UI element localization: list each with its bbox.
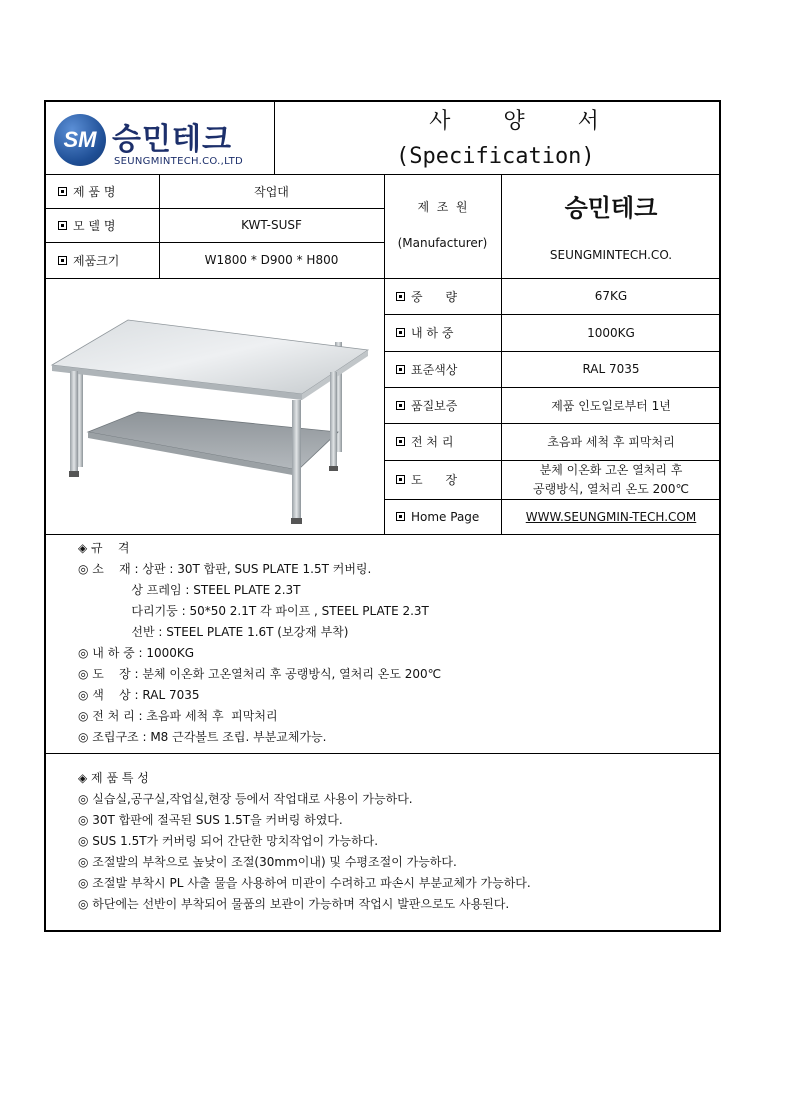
logo-english: SEUNGMINTECH.CO.,LTD bbox=[114, 156, 244, 167]
spec-sheet bbox=[44, 100, 721, 932]
square-bullet-icon bbox=[58, 187, 67, 196]
square-bullet-icon bbox=[58, 221, 67, 230]
coating-label: 도 장 bbox=[384, 460, 501, 499]
title-english: (Specification) bbox=[396, 144, 595, 169]
square-bullet-icon bbox=[396, 401, 405, 410]
product-size-value: W1800 * D900 * H800 bbox=[204, 253, 339, 267]
load-capacity-value: 1000KG bbox=[587, 325, 635, 340]
spec-line: ◎ 조립구조 : M8 근각볼트 조립. 부분교체가능. bbox=[78, 730, 327, 744]
homepage-link[interactable]: WWW.SEUNGMIN-TECH.COM bbox=[525, 509, 697, 524]
spec-line: ◎ 도 장 : 분체 이온화 고온열처리 후 공랭방식, 열처리 온도 200℃ bbox=[78, 667, 442, 681]
spec-heading: ◈ 규 격 bbox=[78, 541, 130, 555]
square-bullet-icon bbox=[396, 328, 405, 337]
manufacturer-label: 제 조 원 bbox=[417, 200, 468, 214]
square-bullet-icon bbox=[396, 512, 405, 521]
standard-color-label: 표준색상 bbox=[384, 351, 501, 387]
workbench-illustration bbox=[48, 282, 382, 532]
homepage-link-cell bbox=[501, 499, 721, 534]
weight-label: 중 량 bbox=[384, 278, 501, 314]
feature-line: ◎ SUS 1.5T가 커버링 되어 간단한 망치작업이 가능하다. bbox=[78, 834, 379, 848]
company-logo bbox=[52, 108, 274, 170]
product-size-label: 제품크기 bbox=[46, 242, 159, 278]
feature-line: ◎ 실습실,공구실,작업실,현장 등에서 작업대로 사용이 가능하다. bbox=[78, 792, 413, 806]
spec-line: ◎ 색 상 : RAL 7035 bbox=[78, 688, 200, 702]
warranty-label: 품질보증 bbox=[384, 387, 501, 423]
manufacturer-name-english: SEUNGMINTECH.CO. bbox=[549, 248, 673, 262]
spec-line: ◎ 내 하 중 : 1000KG bbox=[78, 646, 195, 660]
square-bullet-icon bbox=[396, 475, 405, 484]
product-name-value: 작업대 bbox=[254, 184, 289, 199]
feature-line: ◎ 30T 합판에 절곡된 SUS 1.5T을 커버링 하였다. bbox=[78, 813, 343, 827]
square-bullet-icon bbox=[58, 256, 67, 265]
spec-line: ◎ 소 재 : 상판 : 30T 합판, SUS PLATE 1.5T 커버링. bbox=[78, 562, 372, 576]
title-korean: 사 양 서 bbox=[429, 109, 599, 134]
manufacturer-name: 승민테크 bbox=[564, 194, 658, 222]
pretreatment-value: 초음파 세척 후 피막처리 bbox=[547, 435, 675, 449]
warranty-value: 제품 인도일로부터 1년 bbox=[551, 398, 671, 413]
square-bullet-icon bbox=[396, 292, 405, 301]
coating-value: 분체 이온화 고온 열처리 후 공랭방식, 열처리 온도 200℃ bbox=[533, 463, 689, 496]
spec-line: 선반 : STEEL PLATE 1.6T (보강재 부착) bbox=[78, 625, 349, 639]
manufacturer-label-english: (Manufacturer) bbox=[397, 236, 488, 250]
spec-line: ◎ 전 처 리 : 초음파 세척 후 피막처리 bbox=[78, 709, 278, 723]
square-bullet-icon bbox=[396, 437, 405, 446]
pretreatment-label: 전 처 리 bbox=[384, 423, 501, 460]
logo-korean: 승민테크 bbox=[112, 122, 232, 157]
product-name-label: 제 품 명 bbox=[46, 174, 159, 208]
spec-line: 상 프레임 : STEEL PLATE 2.3T bbox=[78, 583, 301, 597]
feature-line: ◎ 하단에는 선반이 부착되어 물품의 보관이 가능하며 작업시 발판으로도 사용된다. bbox=[78, 897, 510, 911]
feature-line: ◎ 조절발의 부착으로 높낮이 조절(30mm이내) 및 수평조절이 가능하다. bbox=[78, 855, 457, 869]
features-heading: ◈ 제 품 특 성 bbox=[78, 771, 149, 785]
spec-line: 다리기둥 : 50*50 2.1T 각 파이프 , STEEL PLATE 2.3T bbox=[78, 604, 429, 618]
weight-value: 67KG bbox=[594, 289, 628, 303]
homepage-label: Home Page bbox=[384, 499, 501, 534]
load-capacity-label: 내 하 중 bbox=[384, 314, 501, 351]
logo-mark-text: SM bbox=[63, 127, 97, 152]
square-bullet-icon bbox=[396, 365, 405, 374]
features-section bbox=[78, 768, 531, 915]
product-image bbox=[48, 282, 382, 532]
feature-line: ◎ 조절발 부착시 PL 사출 물을 사용하여 미관이 수려하고 파손시 부분교체가 가능하다. bbox=[78, 876, 531, 890]
logo-emblem bbox=[54, 114, 106, 166]
model-name-label: 모 델 명 bbox=[46, 208, 159, 242]
standard-color-value: RAL 7035 bbox=[582, 362, 640, 376]
spec-section bbox=[78, 538, 441, 748]
model-name-value: KWT-SUSF bbox=[241, 218, 302, 232]
